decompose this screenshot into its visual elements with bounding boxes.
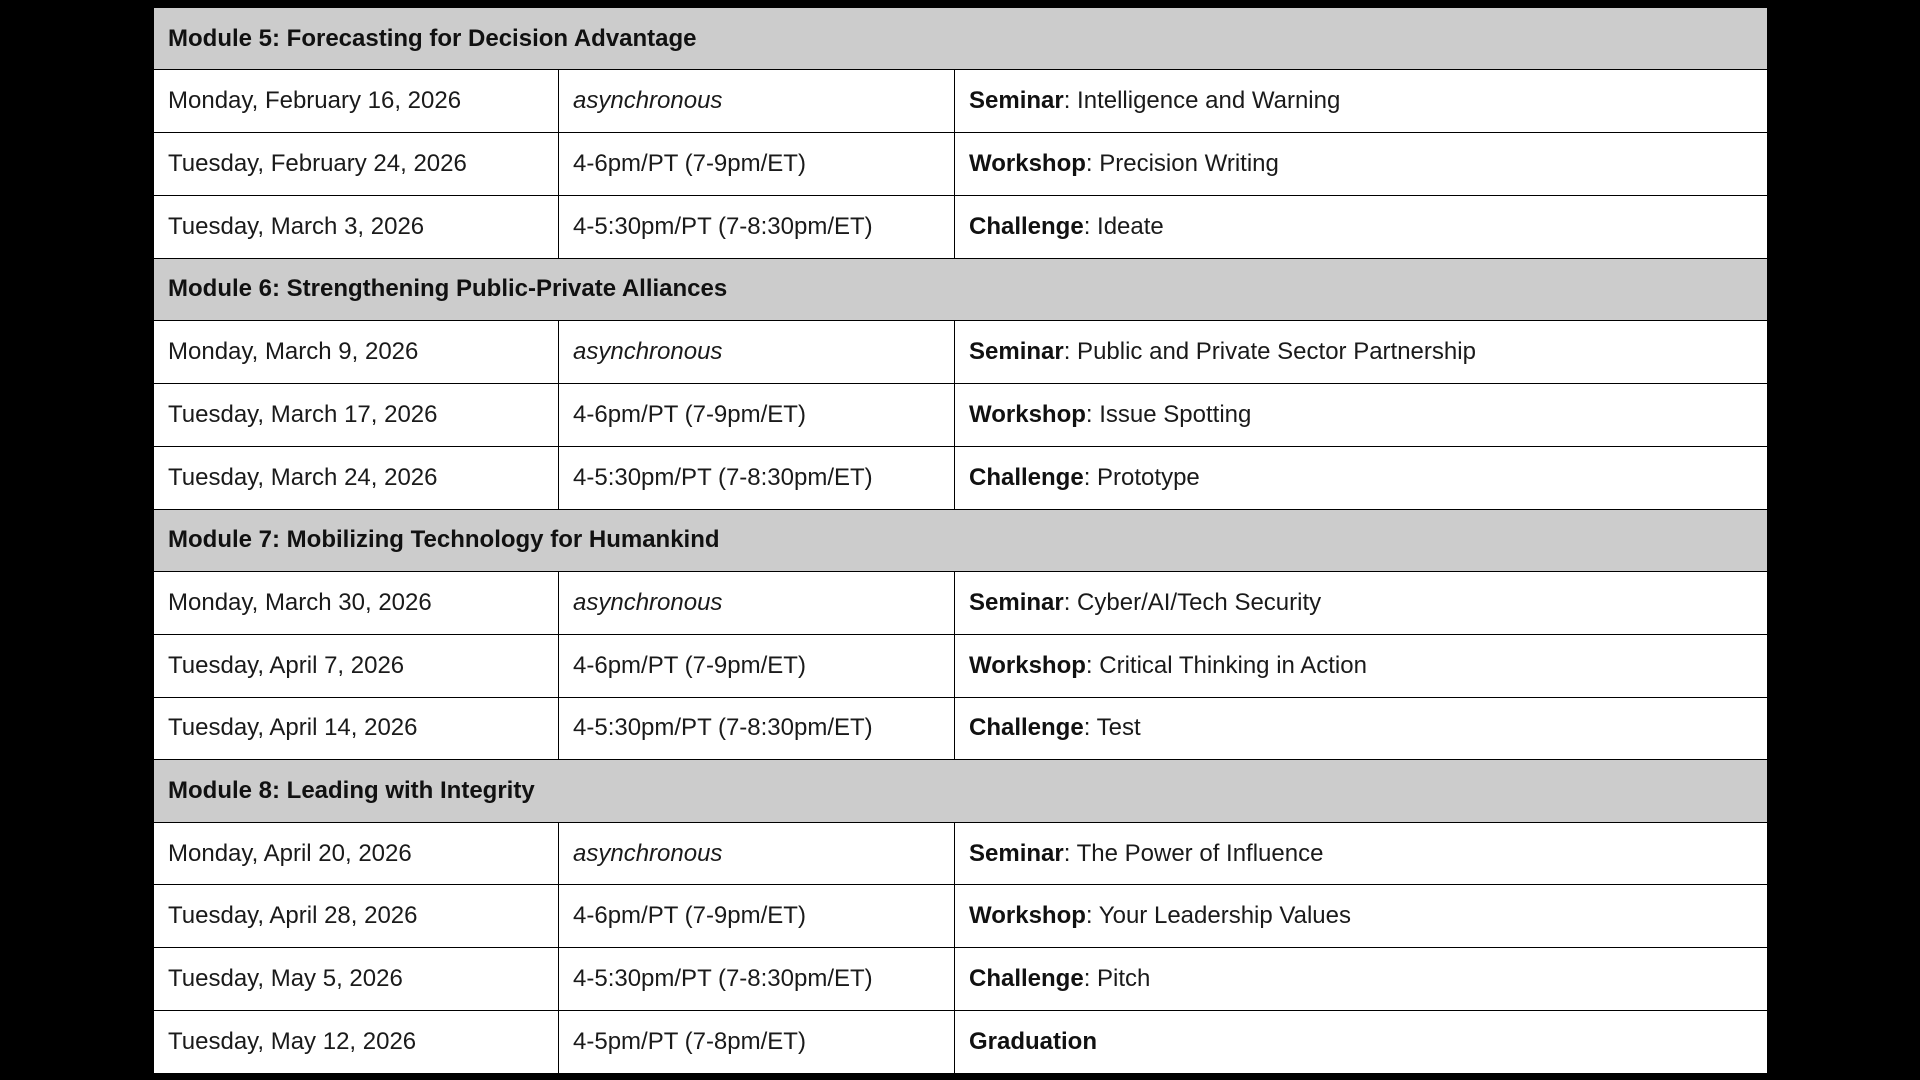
schedule-table-body (154, 8, 1768, 1074)
session-topic: : Critical Thinking in Action (1085, 651, 1367, 679)
session-row (154, 446, 1768, 509)
module-title: Module 7: Mobilizing Technology for Humankind (154, 509, 1768, 571)
session-time: asynchronous (559, 822, 955, 885)
session-date: Tuesday, April 14, 2026 (154, 697, 559, 760)
session-row (154, 133, 1768, 196)
session-topic: : The Power of Influence (1063, 839, 1324, 867)
session-type: Workshop (969, 150, 1086, 178)
module-header-row (154, 509, 1768, 571)
session-type: Workshop (969, 400, 1086, 428)
session-date: Monday, April 20, 2026 (154, 822, 559, 885)
session-row (154, 885, 1768, 948)
session-description (955, 133, 1768, 196)
session-row (154, 383, 1768, 446)
session-topic: : Your Leadership Values (1085, 902, 1351, 930)
session-date: Tuesday, April 7, 2026 (154, 634, 559, 697)
session-topic: : Intelligence and Warning (1063, 87, 1341, 115)
session-date: Monday, March 30, 2026 (154, 571, 559, 634)
session-type: Seminar (969, 337, 1064, 365)
session-description (955, 948, 1768, 1011)
session-row (154, 321, 1768, 384)
schedule-document (153, 7, 1768, 1074)
session-topic: : Public and Private Sector Partnership (1063, 337, 1476, 365)
module-header-row (154, 8, 1768, 70)
session-date: Tuesday, May 12, 2026 (154, 1011, 559, 1074)
session-date: Tuesday, March 24, 2026 (154, 446, 559, 509)
module-title: Module 6: Strengthening Public-Private Alliances (154, 258, 1768, 320)
session-time: 4-5:30pm/PT (7-8:30pm/ET) (559, 446, 955, 509)
session-row (154, 70, 1768, 133)
session-description (955, 321, 1768, 384)
session-time: 4-6pm/PT (7-9pm/ET) (559, 634, 955, 697)
session-description (955, 885, 1768, 948)
session-topic: : Pitch (1083, 965, 1151, 993)
session-topic: : Cyber/AI/Tech Security (1063, 588, 1322, 616)
session-date: Tuesday, May 5, 2026 (154, 948, 559, 1011)
session-description (955, 571, 1768, 634)
session-row (154, 1011, 1768, 1074)
session-description (955, 446, 1768, 509)
session-date: Tuesday, February 24, 2026 (154, 133, 559, 196)
session-row (154, 195, 1768, 258)
session-topic: : Precision Writing (1085, 150, 1279, 178)
session-time: 4-5:30pm/PT (7-8:30pm/ET) (559, 948, 955, 1011)
session-row (154, 571, 1768, 634)
session-row (154, 697, 1768, 760)
session-topic: : Issue Spotting (1085, 400, 1252, 428)
session-description (955, 195, 1768, 258)
session-date: Tuesday, April 28, 2026 (154, 885, 559, 948)
session-date: Monday, February 16, 2026 (154, 70, 559, 133)
session-time: 4-5:30pm/PT (7-8:30pm/ET) (559, 697, 955, 760)
session-date: Tuesday, March 3, 2026 (154, 195, 559, 258)
session-description (955, 1011, 1768, 1074)
session-time: 4-5:30pm/PT (7-8:30pm/ET) (559, 195, 955, 258)
module-header-row (154, 258, 1768, 320)
session-topic: : Test (1083, 714, 1141, 742)
session-description (955, 70, 1768, 133)
session-time: asynchronous (559, 321, 955, 384)
module-title: Module 8: Leading with Integrity (154, 760, 1768, 822)
schedule-table (153, 7, 1768, 1074)
session-description (955, 697, 1768, 760)
session-row (154, 948, 1768, 1011)
session-description (955, 634, 1768, 697)
session-type: Challenge (969, 714, 1084, 742)
session-type: Workshop (969, 651, 1086, 679)
session-time: asynchronous (559, 70, 955, 133)
session-type: Seminar (969, 87, 1064, 115)
session-time: 4-6pm/PT (7-9pm/ET) (559, 133, 955, 196)
session-topic: : Prototype (1083, 463, 1200, 491)
session-type: Seminar (969, 588, 1064, 616)
session-time: asynchronous (559, 571, 955, 634)
session-type: Seminar (969, 839, 1064, 867)
session-type: Challenge (969, 463, 1084, 491)
session-type: Challenge (969, 212, 1084, 240)
session-type: Workshop (969, 902, 1086, 930)
session-row (154, 822, 1768, 885)
session-time: 4-6pm/PT (7-9pm/ET) (559, 383, 955, 446)
session-row (154, 634, 1768, 697)
module-title: Module 5: Forecasting for Decision Advantage (154, 8, 1768, 70)
session-time: 4-5pm/PT (7-8pm/ET) (559, 1011, 955, 1074)
session-type: Graduation (969, 1028, 1098, 1056)
module-header-row (154, 760, 1768, 822)
session-time: 4-6pm/PT (7-9pm/ET) (559, 885, 955, 948)
session-description (955, 822, 1768, 885)
session-type: Challenge (969, 965, 1084, 993)
session-topic: : Ideate (1083, 212, 1164, 240)
session-description (955, 383, 1768, 446)
session-date: Tuesday, March 17, 2026 (154, 383, 559, 446)
session-date: Monday, March 9, 2026 (154, 321, 559, 384)
